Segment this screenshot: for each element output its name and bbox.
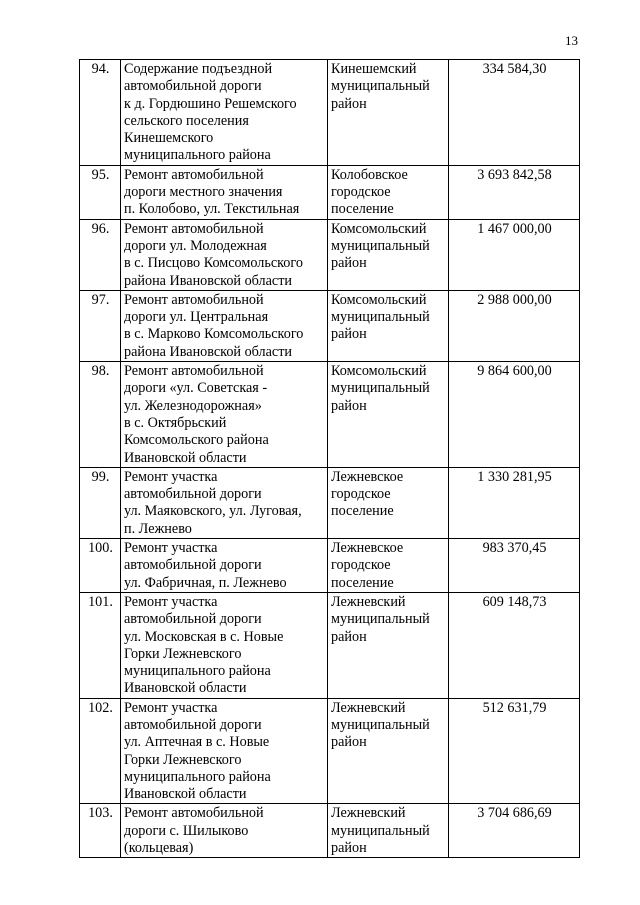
row-number: 97. — [80, 290, 121, 361]
recipient: Лежневский муниципальный район — [328, 804, 449, 858]
row-number: 95. — [80, 165, 121, 219]
row-number: 102. — [80, 698, 121, 804]
amount: 609 148,73 — [449, 592, 580, 698]
table-row — [80, 165, 580, 219]
row-number: 101. — [80, 592, 121, 698]
table-row — [80, 698, 580, 804]
recipient: Лежневский муниципальный район — [328, 698, 449, 804]
table-row — [80, 539, 580, 593]
table-row — [80, 467, 580, 538]
recipient: Лежневское городское поселение — [328, 467, 449, 538]
amount: 3 693 842,58 — [449, 165, 580, 219]
row-number: 98. — [80, 362, 121, 468]
object-name: Ремонт участка автомобильной дороги ул. Маяковского, ул. Луговая, п. Лежнево — [121, 467, 328, 538]
recipient: Лежневское городское поселение — [328, 539, 449, 593]
recipient: Лежневский муниципальный район — [328, 592, 449, 698]
object-name: Ремонт участка автомобильной дороги ул. Московская в с. Новые Горки Лежневского муниципального района Ивановской области — [121, 592, 328, 698]
amount: 3 704 686,69 — [449, 804, 580, 858]
document-table — [79, 59, 580, 858]
object-name: Ремонт автомобильной дороги ул. Молодежная в с. Писцово Комсомольского района Ивановской области — [121, 219, 328, 290]
amount: 1 467 000,00 — [449, 219, 580, 290]
amount: 9 864 600,00 — [449, 362, 580, 468]
object-name: Ремонт автомобильной дороги с. Шилыково (кольцевая) — [121, 804, 328, 858]
row-number: 94. — [80, 60, 121, 166]
table-row — [80, 362, 580, 468]
object-name: Ремонт участка автомобильной дороги ул. Фабричная, п. Лежнево — [121, 539, 328, 593]
row-number: 100. — [80, 539, 121, 593]
recipient: Колобовское городское поселение — [328, 165, 449, 219]
page-number: 13 — [565, 33, 578, 48]
recipient: Комсомольский муниципальный район — [328, 362, 449, 468]
object-name: Ремонт автомобильной дороги местного значения п. Колобово, ул. Текстильная — [121, 165, 328, 219]
table-row — [80, 592, 580, 698]
object-name: Содержание подъездной автомобильной дороги к д. Гордюшино Решемского сельского поселения Кинешемского муниципального района — [121, 60, 328, 166]
amount: 1 330 281,95 — [449, 467, 580, 538]
table-row — [80, 804, 580, 858]
amount: 983 370,45 — [449, 539, 580, 593]
table-row — [80, 290, 580, 361]
amount: 334 584,30 — [449, 60, 580, 166]
recipient: Комсомольский муниципальный район — [328, 219, 449, 290]
table-row — [80, 60, 580, 166]
object-name: Ремонт участка автомобильной дороги ул. Аптечная в с. Новые Горки Лежневского муниципального района Ивановской области — [121, 698, 328, 804]
recipient: Кинешемский муниципальный район — [328, 60, 449, 166]
row-number: 96. — [80, 219, 121, 290]
row-number: 99. — [80, 467, 121, 538]
amount: 512 631,79 — [449, 698, 580, 804]
amount: 2 988 000,00 — [449, 290, 580, 361]
table-row — [80, 219, 580, 290]
object-name: Ремонт автомобильной дороги «ул. Советская - ул. Железнодорожная» в с. Октябрьский Комсомольского района Ивановской области — [121, 362, 328, 468]
recipient: Комсомольский муниципальный район — [328, 290, 449, 361]
row-number: 103. — [80, 804, 121, 858]
object-name: Ремонт автомобильной дороги ул. Центральная в с. Марково Комсомольского района Ивановской области — [121, 290, 328, 361]
